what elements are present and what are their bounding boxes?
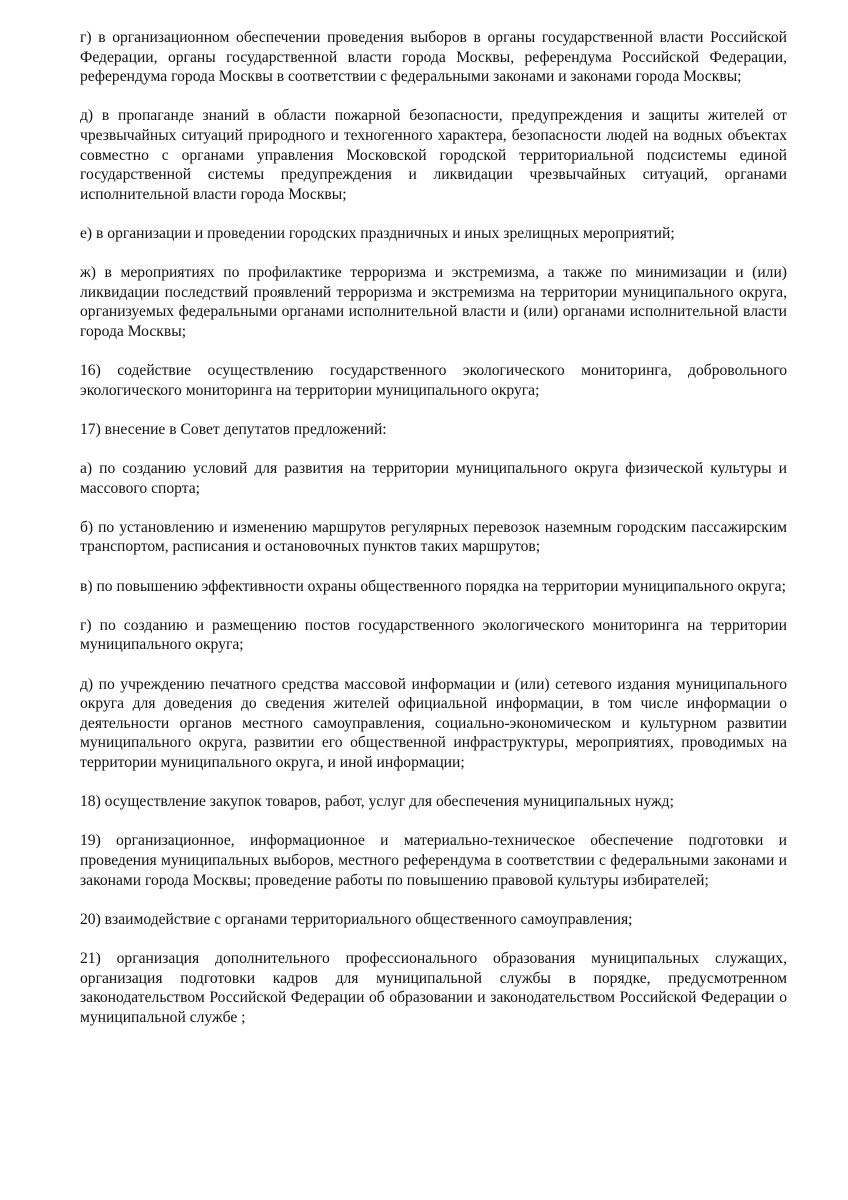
paragraph-zh-terrorism: ж) в мероприятиях по профилактике терроризма и экстремизма, а также по минимизации и (или) ликвидации последствий проявлений терроризма и экстремизма на территории муниципального округа, организуемых федеральными органами исполнительной власти и (или) органами исполнительной власти города Москвы;: [80, 264, 787, 340]
document-page: [80, 28, 787, 1047]
paragraph-a-sport: а) по созданию условий для развития на территории муниципального округа физической культуры и массового спорта;: [80, 460, 787, 497]
paragraph-17-proposals: 17) внесение в Совет депутатов предложений:: [80, 420, 387, 438]
paragraph-d-fire-safety: д) в пропаганде знаний в области пожарной безопасности, предупреждения и защиты жителей от чрезвычайных ситуаций природного и техногенного характера, безопасности людей на водных объектах совместно с органами управления Московской городской территориальной подсистемы единой государственной системы предупреждения и ликвидации чрезвычайных ситуаций, органами исполнительной власти города Москвы;: [80, 107, 787, 203]
paragraph-v-public-order: в) по повышению эффективности охраны общественного порядка на территории муниципального округа;: [80, 577, 786, 595]
paragraph-g-monitoring-posts: г) по созданию и размещению постов государственного экологического мониторинга на территории муниципального округа;: [80, 616, 787, 654]
paragraph-20-self-government: 20) взаимодействие с органами территориального общественного самоуправления;: [80, 910, 633, 928]
paragraph-g-elections: г) в организационном обеспечении проведения выборов в органы государственной власти Российской Федерации, органы государственной власти города Москвы, референдума Российской Федерации, референдума города Москвы в соответствии с федеральными законами и законами города Москвы;: [80, 29, 787, 86]
paragraph-b-transport: б) по установлению и изменению маршрутов регулярных перевозок наземным городским пассажирским транспортом, расписания и остановочных пунктов таких маршрутов;: [80, 518, 787, 556]
paragraph-21-education: 21) организация дополнительного профессионального образования муниципальных служащих, организация подготовки кадров для муниципальной службы в порядке, предусмотренном законодательством Российской Федерации об образовании и законодательством Российской Федерации о муниципальной службе ;: [80, 949, 787, 1026]
paragraph-d-media: д) по учреждению печатного средства массовой информации и (или) сетевого издания муниципального округа для доведения до сведения жителей официальной информации, в том числе информации о деятельности органов местного самоуправления, социально-экономическом и культурном развитии муниципального округа, развитии его общественной инфраструктуры, мероприятиях, проводимых на территории муниципального округа, и иной информации;: [80, 675, 787, 771]
paragraph-16-ecology: 16) содействие осуществлению государственного экологического мониторинга, добровольного экологического мониторинга на территории муниципального округа;: [80, 362, 787, 399]
paragraph-e-events: е) в организации и проведении городских праздничных и иных зрелищных мероприятий;: [80, 224, 675, 242]
paragraph-18-procurement: 18) осуществление закупок товаров, работ, услуг для обеспечения муниципальных нужд;: [80, 793, 674, 811]
paragraph-19-municipal-elections: 19) организационное, информационное и материально-техническое обеспечение подготовки и проведения муниципальных выборов, местного референдума в соответствии с федеральными законами и законами города Москвы; проведение работы по повышению правовой культуры избирателей;: [80, 832, 787, 889]
